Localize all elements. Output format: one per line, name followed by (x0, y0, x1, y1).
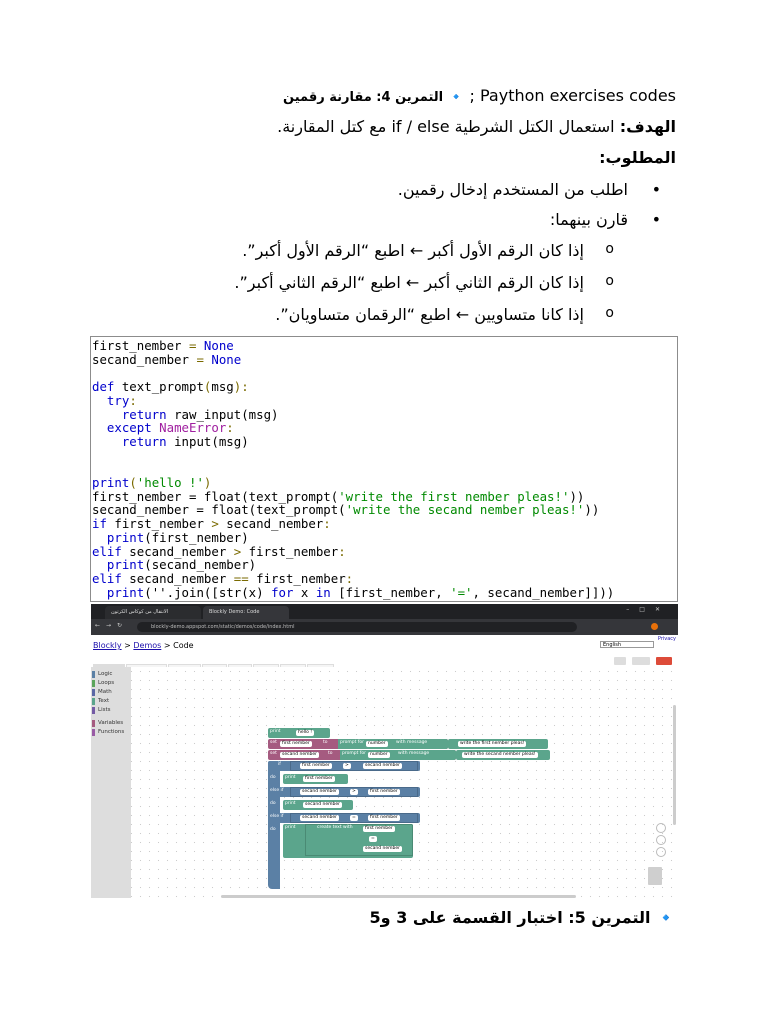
block-label: prompt for (340, 740, 364, 745)
blockly-workspace[interactable] (91, 667, 678, 898)
code-token: in (315, 584, 331, 600)
variable-slot[interactable]: secand nember (365, 846, 400, 851)
run-button[interactable] (656, 657, 672, 665)
toolbox-lists[interactable]: Lists (98, 707, 111, 713)
block-label: if (278, 762, 281, 767)
operator-slot[interactable]: = (352, 815, 356, 820)
code-token: print (106, 584, 145, 600)
code-token: : (345, 570, 354, 586)
code-token: )) (584, 502, 600, 518)
address-bar[interactable] (137, 622, 577, 632)
vertical-scrollbar[interactable] (673, 705, 676, 825)
sub-bullet-symbol: o (605, 241, 614, 257)
code-token: print (106, 557, 145, 573)
blockly-toolbox (91, 667, 131, 898)
diamond-icon: 🔹 (656, 908, 676, 927)
crumb-demos[interactable]: Demos (133, 641, 162, 650)
else-if-row[interactable] (268, 787, 420, 797)
block-label: to (323, 740, 328, 745)
code-token: [first_nember, (330, 584, 451, 600)
block-label: do (270, 801, 276, 806)
code-token: : (129, 392, 137, 408)
block-label: print (285, 775, 296, 780)
do-label (268, 826, 280, 836)
bullet-item (90, 210, 676, 230)
code-token: secand_nember (121, 543, 234, 559)
code-token: secand_nember (121, 570, 234, 586)
zoom-in-icon[interactable] (656, 835, 666, 845)
exercise-title-ar: التمرين 4: مقارنة رقمين (283, 90, 444, 105)
variable-slot[interactable]: first nember (370, 815, 398, 820)
code-token: first_nember (106, 516, 212, 532)
code-token: def (92, 379, 115, 395)
profile-icon[interactable] (651, 623, 658, 630)
code-token: '=' (450, 584, 473, 600)
variable-slot[interactable]: first nember (302, 763, 330, 768)
variable-slot[interactable]: secand nember (302, 789, 337, 794)
print-block[interactable] (283, 824, 413, 858)
block-label: with message (396, 740, 428, 745)
variable-slot[interactable]: secand nember (305, 802, 340, 807)
recenter-icon[interactable] (656, 823, 666, 833)
code-token: : (338, 543, 346, 559)
code-token: if (92, 516, 107, 532)
code-token: text_prompt (114, 379, 204, 395)
text-slot[interactable]: write the secand nember pleas! (464, 752, 536, 757)
nav-arrows-icon[interactable]: ←→↻ (95, 622, 129, 629)
trash-icon[interactable] (648, 867, 662, 885)
code-token: secand_nember (92, 351, 189, 367)
block-label: prompt for (342, 751, 366, 756)
code-token: raw_input(msg) (166, 406, 279, 422)
print-block[interactable] (283, 800, 353, 810)
breadcrumb (93, 641, 194, 650)
sub-bullet-item (90, 241, 676, 261)
type-slot[interactable]: number (368, 741, 386, 746)
code-token: > (211, 516, 219, 532)
code-token: print (92, 475, 130, 491)
text-block[interactable] (456, 750, 550, 760)
block-label: print (285, 825, 296, 830)
code-token: 'write the first nember pleas!' (338, 488, 570, 504)
code-token: (first_nember) (144, 529, 249, 545)
horizontal-scrollbar[interactable] (221, 895, 576, 898)
code-token: return (121, 433, 167, 449)
toolbox-variables[interactable]: Variables (98, 720, 124, 726)
exercise-title-en: Paython exercises codes (479, 86, 676, 105)
code-token: == (233, 570, 249, 586)
code-token: input(msg) (166, 433, 249, 449)
code-block (90, 336, 678, 602)
code-token: > (233, 543, 242, 559)
code-token: msg (211, 379, 234, 395)
set-block[interactable] (268, 739, 448, 749)
crumb-blockly[interactable]: Blockly (93, 641, 122, 650)
code-token: 'write the secand nember pleas!' (345, 502, 585, 518)
code-tabs (93, 656, 335, 666)
code-token: = (188, 351, 212, 367)
category-color (92, 720, 95, 727)
operator-slot[interactable]: > (352, 789, 356, 794)
crumb-separator: > (121, 641, 134, 650)
code-token: elif (92, 543, 122, 559)
goal-text: استعمال الكتل الشرطية if / else مع كتل المقارنة. (277, 117, 615, 136)
tab-title: الانتقال من كوكاس الكرتون (111, 609, 169, 615)
window-controls-icon[interactable]: –□✕ (626, 606, 670, 613)
code-token: ) (203, 475, 212, 491)
zoom-out-icon[interactable] (656, 847, 666, 857)
privacy-link[interactable]: Privacy (657, 636, 676, 642)
language-select[interactable]: English (600, 641, 654, 648)
block-label: to (328, 751, 333, 756)
code-token: None (211, 351, 242, 367)
toolbox-text[interactable]: Text (98, 698, 110, 704)
text-slot[interactable]: hello ! (298, 730, 313, 735)
goal-label: الهدف: (619, 117, 676, 136)
trash-button[interactable] (614, 657, 626, 665)
required-label: المطلوب: (599, 148, 676, 167)
category-color (92, 729, 95, 736)
blockly-screenshot (91, 604, 678, 898)
crumb-separator: > (161, 641, 174, 650)
sub-bullet-symbol: o (605, 273, 614, 289)
bullet-item (90, 180, 676, 200)
code-token: )) (569, 488, 585, 504)
block-label: else if (270, 788, 284, 793)
if-row[interactable] (268, 761, 420, 771)
block-label: print (270, 729, 281, 734)
sub-bullet-text: إذا كان الرقم الثاني أكبر ← اطبع “الرقم الثاني أكبر”. (234, 273, 584, 292)
toolbox-logic[interactable]: Logic (98, 671, 113, 677)
toolbox-loops[interactable]: Loops (98, 680, 115, 686)
browser-tab-active[interactable] (203, 606, 289, 619)
exercise-5-heading (90, 908, 676, 927)
code-token: first_nember = float(text_prompt( (92, 488, 339, 504)
code-token: 'hello !' (136, 475, 204, 491)
toolbox-math[interactable]: Math (98, 689, 112, 695)
operator-slot[interactable]: > (345, 763, 349, 768)
variable-slot[interactable]: first nember (305, 776, 333, 781)
code-token: secand_nember (218, 516, 324, 532)
exercise-header (90, 86, 676, 108)
variable-slot[interactable]: first nember (370, 789, 398, 794)
code-token: secand_nember = float(text_prompt( (92, 502, 346, 518)
text-block[interactable] (448, 739, 548, 749)
code-token: , secand_nember]])) (472, 584, 615, 600)
block-label: with message (398, 751, 430, 756)
code-token: ( (129, 475, 137, 491)
type-slot[interactable]: number (370, 752, 388, 757)
code-token: first_nember (241, 543, 339, 559)
link-button[interactable] (632, 657, 650, 665)
sub-bullet-text: إذا كانا متساويين ← اطبع “الرقمان متساويان”. (275, 305, 584, 324)
exercise-5-title: التمرين 5: اختبار القسمة على 3 و5 (369, 908, 651, 927)
category-color (92, 698, 95, 705)
code-token: print (106, 529, 145, 545)
block-label: print (285, 801, 296, 806)
code-token: except (106, 420, 152, 436)
crumb-code: Code (173, 641, 194, 650)
variable-slot[interactable]: secand nember (302, 815, 337, 820)
set-block[interactable] (268, 750, 456, 760)
tab-title: Blockly Demo: Code (209, 609, 260, 615)
variable-slot[interactable]: first nember (282, 741, 310, 746)
code-token: first_nember (248, 570, 346, 586)
do-label (268, 800, 280, 810)
text-slot[interactable]: = (371, 836, 375, 841)
sub-bullet-text: إذا كان الرقم الأول أكبر ← اطبع “الرقم الأول أكبر”. (242, 241, 584, 260)
code-token: : (226, 420, 234, 436)
block-label: set (270, 740, 277, 745)
goal-line (90, 117, 676, 136)
browser-tab[interactable] (105, 606, 201, 619)
toolbox-functions[interactable]: Functions (98, 729, 125, 735)
url-text: blockly-demo.appspot.com/static/demos/code/index.html (151, 624, 295, 630)
browser-titlebar (91, 604, 678, 619)
print-block[interactable] (268, 728, 330, 738)
category-color (92, 707, 95, 714)
block-label: else if (270, 814, 284, 819)
blockly-page (91, 635, 678, 898)
code-token: return (121, 406, 167, 422)
block-label: create text with (317, 825, 353, 830)
variable-slot[interactable]: first nember (365, 826, 393, 831)
sub-bullet-item (90, 273, 676, 293)
do-label (268, 774, 280, 784)
category-color (92, 689, 95, 696)
bullet-text: قارن بينهما: (549, 210, 628, 229)
text-slot[interactable]: write the first nember pleas! (460, 741, 525, 746)
print-block[interactable] (283, 774, 348, 784)
category-color (92, 680, 95, 687)
code-token: ): (233, 379, 249, 395)
bullet-text: اطلب من المستخدم إدخال رقمين. (397, 180, 628, 199)
code-token: None (203, 338, 234, 353)
code-token: elif (92, 570, 122, 586)
header-separator: ; (469, 86, 475, 105)
block-label: do (270, 775, 276, 780)
code-token: try (106, 392, 130, 408)
variable-slot[interactable]: secand nember (365, 763, 400, 768)
sub-bullet-item (90, 305, 676, 325)
bullet-symbol: • (651, 210, 661, 229)
code-token: : (323, 516, 331, 532)
code-token: (''.join([str(x) (144, 584, 272, 600)
variable-slot[interactable]: secand nember (282, 752, 317, 757)
code-token: ( (203, 379, 212, 395)
block-label: do (270, 827, 276, 832)
browser-toolbar (91, 619, 678, 635)
sub-bullet-symbol: o (605, 305, 614, 321)
diamond-icon: 🔹 (448, 90, 465, 105)
code-token: = (181, 338, 204, 353)
code-token: for (271, 584, 294, 600)
block-label: set (270, 751, 277, 756)
category-color (92, 671, 95, 678)
code-token: x (293, 584, 316, 600)
bullet-symbol: • (651, 180, 661, 199)
else-if-row[interactable] (268, 813, 420, 823)
code-token: (secand_nember) (144, 557, 257, 573)
code-token: NameError (151, 420, 227, 436)
code-token: first_nember (92, 338, 182, 353)
